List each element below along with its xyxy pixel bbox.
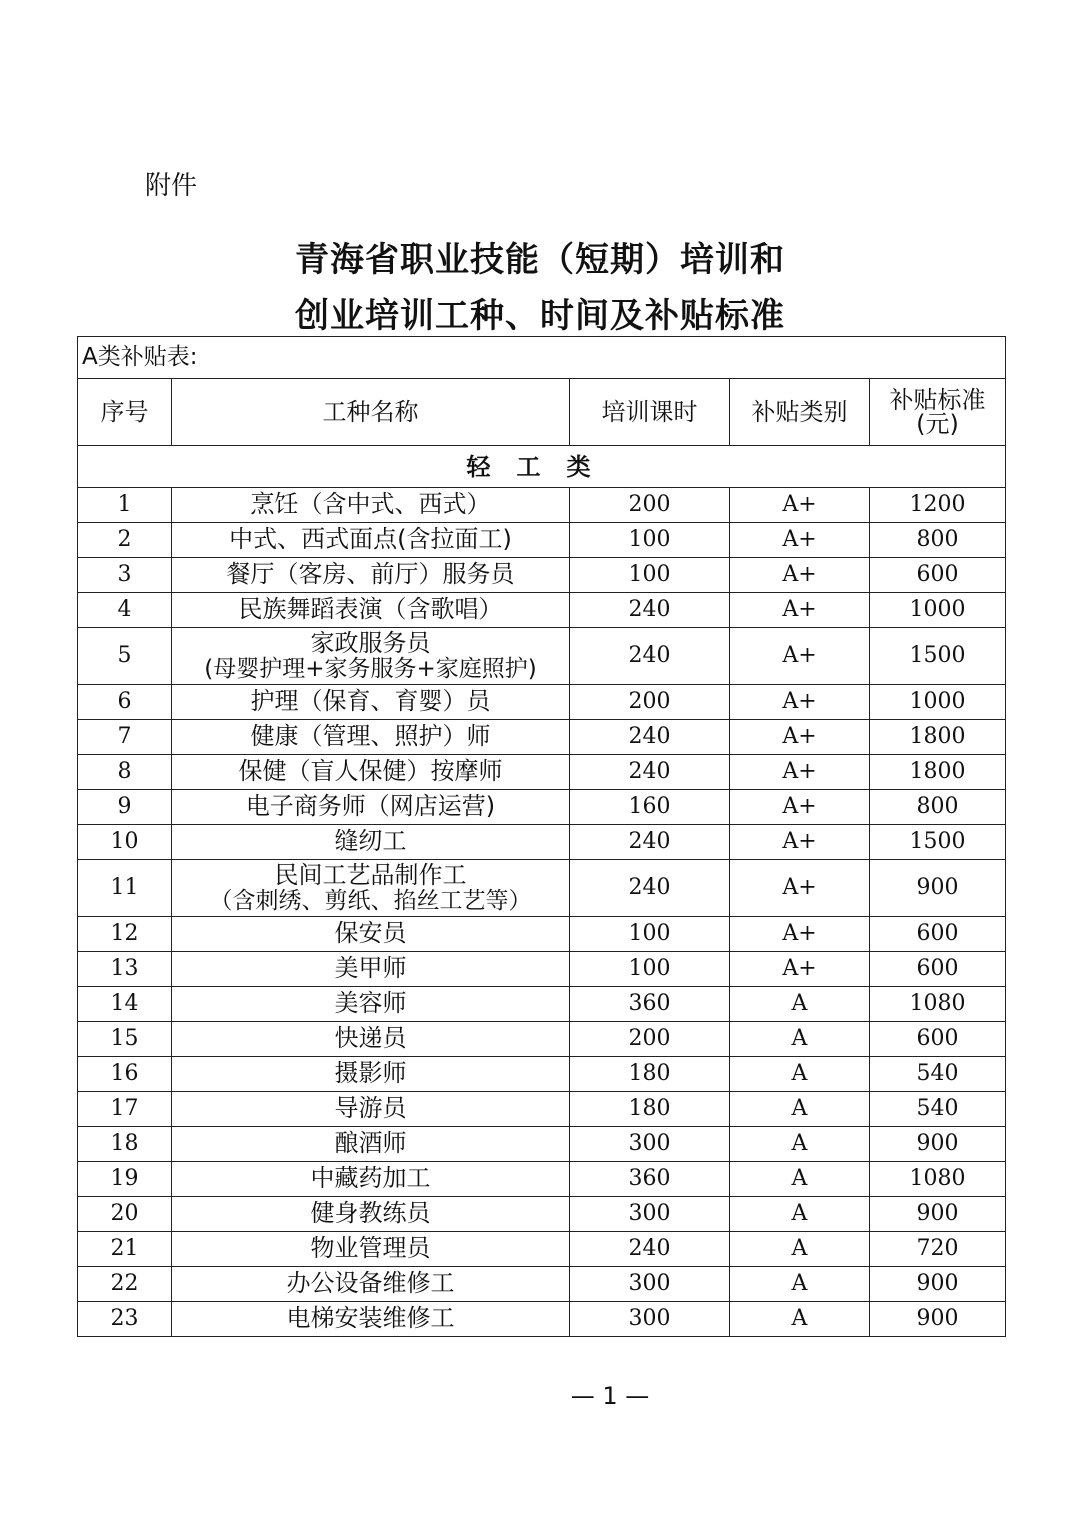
table-header-row	[78, 379, 1006, 446]
cell-category: A	[730, 1057, 870, 1092]
cell-category: A+	[730, 825, 870, 860]
cell-seq: 5	[78, 628, 172, 685]
cell-hours: 360	[570, 1162, 730, 1197]
cell-category: A+	[730, 917, 870, 952]
cell-standard: 600	[870, 952, 1006, 987]
cell-name	[172, 558, 570, 593]
cell-name	[172, 720, 570, 755]
cell-seq: 2	[78, 523, 172, 558]
cell-category: A	[730, 1232, 870, 1267]
cell-standard: 540	[870, 1092, 1006, 1127]
cell-hours: 240	[570, 593, 730, 628]
cell-seq: 19	[78, 1162, 172, 1197]
cell-standard: 1200	[870, 488, 1006, 523]
cell-name-main: 家政服务员	[310, 629, 431, 658]
header-standard	[870, 379, 1006, 446]
cell-standard: 900	[870, 1197, 1006, 1232]
cell-seq: 23	[78, 1302, 172, 1337]
cell-name-main: 快递员	[334, 1024, 407, 1053]
cell-name	[172, 755, 570, 790]
cell-name-sub: (母婴护理+家务服务+家庭照护)	[204, 655, 537, 682]
cell-hours: 300	[570, 1267, 730, 1302]
table-row	[78, 1022, 1006, 1057]
cell-standard: 1000	[870, 685, 1006, 720]
cell-hours: 160	[570, 790, 730, 825]
cell-standard: 600	[870, 1022, 1006, 1057]
cell-name-main: 中藏药加工	[310, 1164, 431, 1193]
header-hours: 培训课时	[570, 379, 730, 446]
cell-hours: 180	[570, 1057, 730, 1092]
page-title-line1: 青海省职业技能（短期）培训和	[295, 240, 785, 280]
cell-hours: 200	[570, 685, 730, 720]
table-row	[78, 685, 1006, 720]
cell-name-main: 物业管理员	[310, 1234, 431, 1263]
cell-name-main: 摄影师	[334, 1059, 407, 1088]
cell-name	[172, 1092, 570, 1127]
table-row	[78, 790, 1006, 825]
cell-name-main: 酿酒师	[334, 1129, 407, 1158]
cell-standard: 720	[870, 1232, 1006, 1267]
cell-seq: 15	[78, 1022, 172, 1057]
table-row	[78, 523, 1006, 558]
cell-standard: 1800	[870, 720, 1006, 755]
cell-name	[172, 628, 570, 685]
table-row	[78, 952, 1006, 987]
table-row	[78, 1267, 1006, 1302]
cell-name	[172, 523, 570, 558]
header-standard-line1: 补贴标准	[889, 386, 986, 414]
cell-category: A	[730, 1197, 870, 1232]
cell-standard: 1080	[870, 987, 1006, 1022]
cell-category: A+	[730, 558, 870, 593]
cell-category: A+	[730, 488, 870, 523]
cell-hours: 240	[570, 628, 730, 685]
cell-hours: 100	[570, 952, 730, 987]
table-row	[78, 755, 1006, 790]
table-row	[78, 825, 1006, 860]
cell-category: A	[730, 1267, 870, 1302]
header-standard-line2: (元)	[916, 410, 959, 438]
cell-name-main: 缝纫工	[334, 827, 407, 856]
cell-name	[172, 917, 570, 952]
cell-standard: 1500	[870, 628, 1006, 685]
cell-category: A+	[730, 755, 870, 790]
cell-name	[172, 1197, 570, 1232]
cell-seq: 12	[78, 917, 172, 952]
cell-category: A	[730, 987, 870, 1022]
cell-hours: 300	[570, 1197, 730, 1232]
cell-seq: 10	[78, 825, 172, 860]
cell-seq: 9	[78, 790, 172, 825]
cell-name-main: 民族舞蹈表演（含歌唱）	[238, 595, 503, 624]
cell-seq: 6	[78, 685, 172, 720]
cell-category: A	[730, 1302, 870, 1337]
table-row	[78, 1302, 1006, 1337]
cell-standard: 900	[870, 1127, 1006, 1162]
page-title-line2: 创业培训工种、时间及补贴标准	[295, 296, 785, 336]
cell-category: A	[730, 1162, 870, 1197]
cell-name-main: 烹饪（含中式、西式）	[250, 490, 491, 519]
cell-standard: 1000	[870, 593, 1006, 628]
cell-seq: 1	[78, 488, 172, 523]
cell-standard: 900	[870, 1267, 1006, 1302]
cell-standard: 900	[870, 1302, 1006, 1337]
header-name: 工种名称	[172, 379, 570, 446]
subsidy-table	[77, 336, 1006, 1337]
cell-category: A	[730, 1092, 870, 1127]
cell-hours: 300	[570, 1302, 730, 1337]
cell-category: A+	[730, 952, 870, 987]
cell-standard: 900	[870, 860, 1006, 917]
table-row	[78, 720, 1006, 755]
cell-name-main: 美甲师	[334, 954, 407, 983]
cell-standard: 1080	[870, 1162, 1006, 1197]
cell-name-main: 电梯安装维修工	[286, 1304, 455, 1333]
cell-hours: 300	[570, 1127, 730, 1162]
cell-standard: 800	[870, 790, 1006, 825]
cell-name-main: 健康（管理、照护）师	[250, 722, 491, 751]
cell-name	[172, 825, 570, 860]
cell-category: A+	[730, 720, 870, 755]
cell-name	[172, 1232, 570, 1267]
table-row	[78, 860, 1006, 917]
table-row	[78, 1197, 1006, 1232]
header-category: 补贴类别	[730, 379, 870, 446]
table-row	[78, 488, 1006, 523]
cell-name	[172, 1057, 570, 1092]
cell-hours: 240	[570, 755, 730, 790]
cell-name-sub: （含刺绣、剪纸、掐丝工艺等）	[209, 887, 532, 914]
cell-category: A	[730, 1022, 870, 1057]
section-row	[78, 446, 1006, 488]
cell-hours: 240	[570, 825, 730, 860]
cell-name	[172, 790, 570, 825]
cell-name-main: 保健（盲人保健）按摩师	[238, 757, 503, 786]
cell-seq: 21	[78, 1232, 172, 1267]
cell-name-main: 民间工艺品制作工	[274, 861, 467, 890]
cell-category: A+	[730, 593, 870, 628]
cell-hours: 360	[570, 987, 730, 1022]
cell-seq: 8	[78, 755, 172, 790]
cell-name	[172, 860, 570, 917]
cell-category: A+	[730, 860, 870, 917]
cell-name-main: 导游员	[334, 1094, 407, 1123]
cell-hours: 240	[570, 720, 730, 755]
cell-name	[172, 1267, 570, 1302]
cell-seq: 7	[78, 720, 172, 755]
cell-hours: 180	[570, 1092, 730, 1127]
table-row	[78, 1057, 1006, 1092]
table-row	[78, 558, 1006, 593]
attachment-label: 附件	[145, 171, 198, 201]
cell-seq: 16	[78, 1057, 172, 1092]
cell-hours: 200	[570, 1022, 730, 1057]
cell-seq: 4	[78, 593, 172, 628]
cell-hours: 240	[570, 860, 730, 917]
cell-standard: 1800	[870, 755, 1006, 790]
cell-standard: 800	[870, 523, 1006, 558]
cell-name-main: 健身教练员	[310, 1199, 431, 1228]
table-row	[78, 1127, 1006, 1162]
table-row	[78, 917, 1006, 952]
cell-seq: 22	[78, 1267, 172, 1302]
cell-name-main: 餐厅（客房、前厅）服务员	[226, 560, 515, 589]
cell-category: A+	[730, 685, 870, 720]
table-row	[78, 1162, 1006, 1197]
cell-hours: 100	[570, 558, 730, 593]
table-row	[78, 628, 1006, 685]
table-row	[78, 593, 1006, 628]
cell-name-main: 办公设备维修工	[286, 1269, 455, 1298]
cell-seq: 14	[78, 987, 172, 1022]
cell-category: A+	[730, 523, 870, 558]
cell-name	[172, 593, 570, 628]
cell-standard: 1500	[870, 825, 1006, 860]
cell-name	[172, 488, 570, 523]
cell-hours: 240	[570, 1232, 730, 1267]
cell-name-main: 中式、西式面点(含拉面工)	[229, 525, 512, 554]
cell-name	[172, 1162, 570, 1197]
table-row	[78, 987, 1006, 1022]
cell-name	[172, 1302, 570, 1337]
section-title: 轻工类	[78, 446, 1006, 488]
page-number: — 1 —	[570, 1382, 650, 1410]
cell-category: A+	[730, 628, 870, 685]
cell-seq: 3	[78, 558, 172, 593]
cell-name-main: 电子商务师（网店运营)	[245, 792, 496, 821]
cell-seq: 17	[78, 1092, 172, 1127]
cell-standard: 540	[870, 1057, 1006, 1092]
cell-name-main: 保安员	[334, 919, 407, 948]
cell-seq: 11	[78, 860, 172, 917]
cell-name	[172, 1022, 570, 1057]
header-seq: 序号	[78, 379, 172, 446]
cell-hours: 100	[570, 523, 730, 558]
table-row	[78, 1232, 1006, 1267]
table-caption: A类补贴表:	[78, 337, 1006, 379]
table-row	[78, 1092, 1006, 1127]
cell-standard: 600	[870, 917, 1006, 952]
cell-category: A+	[730, 790, 870, 825]
cell-seq: 13	[78, 952, 172, 987]
cell-seq: 18	[78, 1127, 172, 1162]
cell-standard: 600	[870, 558, 1006, 593]
cell-hours: 200	[570, 488, 730, 523]
cell-name	[172, 685, 570, 720]
cell-name	[172, 952, 570, 987]
cell-name-main: 美容师	[334, 989, 407, 1018]
cell-category: A	[730, 1127, 870, 1162]
cell-name-main: 护理（保育、育婴）员	[250, 687, 491, 716]
cell-hours: 100	[570, 917, 730, 952]
cell-seq: 20	[78, 1197, 172, 1232]
cell-name	[172, 987, 570, 1022]
cell-name	[172, 1127, 570, 1162]
